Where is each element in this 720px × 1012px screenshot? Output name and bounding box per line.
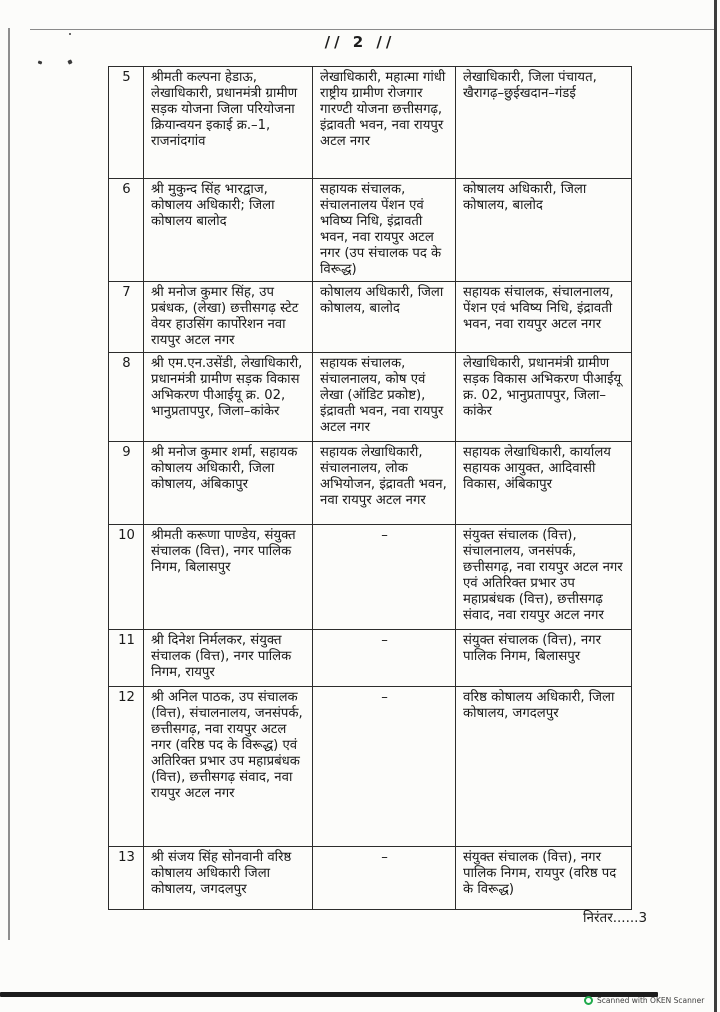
serial-number-cell: 6 xyxy=(109,179,144,282)
current-posting-cell: सहायक लेखाधिकारी, संचालनालय, लोक अभियोजन, इंद्रावती भवन, नवा रायपुर अटल नगर xyxy=(313,442,456,525)
page-number-header: // 2 // xyxy=(324,33,396,51)
new-posting-cell: वरिष्ठ कोषालय अधिकारी, जिला कोषालय, जगदलपुर xyxy=(456,687,632,847)
new-posting-cell: सहायक लेखाधिकारी, कार्यालय सहायक आयुक्त, आदिवासी विकास, अंबिकापुर xyxy=(456,442,632,525)
serial-number-cell: 12 xyxy=(109,687,144,847)
officer-name-cell: श्रीमती कल्पना हेडाऊ, लेखाधिकारी, प्रधानमंत्री ग्रामीण सड़क योजना जिला परियोजना क्रियान्वयन इकाई क्र.–1, राजनांदगांव xyxy=(144,67,313,179)
officer-name-cell: श्री एम.एन.उसेंडी, लेखाधिकारी, प्रधानमंत्री ग्रामीण सड़क विकास अभिकरण पीआईयू क्र. 02, भानुप्रतापपुर, जिला–कांकेर xyxy=(144,353,313,442)
table-row xyxy=(109,630,632,687)
current-posting-cell: कोषालय अधिकारी, जिला कोषालय, बालोद xyxy=(313,282,456,353)
scan-artifact-top-line xyxy=(30,29,716,30)
table-row xyxy=(109,687,632,847)
current-posting-cell: सहायक संचालक, संचालनालय, कोष एवं लेखा (ऑडिट प्रकोष्ट), इंद्रावती भवन, नवा रायपुर अटल नगर xyxy=(313,353,456,442)
new-posting-cell: सहायक संचालक, संचालनालय, पेंशन एवं भविष्य निधि, इंद्रावती भवन, नवा रायपुर अटल नगर xyxy=(456,282,632,353)
officer-name-cell: श्री मुकुन्द सिंह भारद्वाज, कोषालय अधिकारी; जिला कोषालय बालोद xyxy=(144,179,313,282)
current-posting-cell: – xyxy=(313,525,456,630)
new-posting-cell: संयुक्त संचालक (वित्त), नगर पालिक निगम, रायपुर (वरिष्ठ पद के विरूद्ध) xyxy=(456,847,632,910)
current-posting-cell: – xyxy=(313,687,456,847)
continuation-note: निरंतर......3 xyxy=(583,910,648,926)
scan-artifact-left-line xyxy=(8,28,10,940)
current-posting-cell: – xyxy=(313,847,456,910)
new-posting-cell: संयुक्त संचालक (वित्त), संचालनालय, जनसंपर्क, छत्तीसगढ़, नवा रायपुर अटल नगर एवं अतिरिक्त प्रभार उप महाप्रबंधक (वित्त), छत्तीसगढ़ संवाद, नवा रायपुर अटल नगर xyxy=(456,525,632,630)
table-row xyxy=(109,442,632,525)
officer-name-cell: श्री दिनेश निर्मलकर, संयुक्त संचालक (वित्त), नगर पालिक निगम, रायपुर xyxy=(144,630,313,687)
table-row xyxy=(109,179,632,282)
scanner-watermark-label: Scanned with OKEN Scanner xyxy=(597,996,705,1005)
oken-scanner-icon xyxy=(584,996,593,1005)
officer-name-cell: श्री अनिल पाठक, उप संचालक (वित्त), संचालनालय, जनसंपर्क, छत्तीसगढ़, नवा रायपुर अटल नगर (वरिष्ठ पद के विरूद्ध) एवं अतिरिक्त प्रभार उप महाप्रबंधक (वित्त), छत्तीसगढ़ संवाद, नवा रायपुर अटल नगर xyxy=(144,687,313,847)
table-row xyxy=(109,282,632,353)
new-posting-cell: लेखाधिकारी, जिला पंचायत, खैरागढ़–छुईखदान–गंडई xyxy=(456,67,632,179)
transfer-order-table xyxy=(108,66,632,910)
scan-speck xyxy=(67,59,72,64)
scan-artifact-right-line xyxy=(714,0,717,1012)
scan-speck xyxy=(38,60,43,64)
new-posting-cell: कोषालय अधिकारी, जिला कोषालय, बालोद xyxy=(456,179,632,282)
serial-number-cell: 8 xyxy=(109,353,144,442)
new-posting-cell: लेखाधिकारी, प्रधानमंत्री ग्रामीण सड़क विकास अभिकरण पीआईयू क्र. 02, भानुप्रतापपुर, जिला–कांकेर xyxy=(456,353,632,442)
new-posting-cell: संयुक्त संचालक (वित्त), नगर पालिक निगम, बिलासपुर xyxy=(456,630,632,687)
serial-number-cell: 11 xyxy=(109,630,144,687)
serial-number-cell: 9 xyxy=(109,442,144,525)
table-row xyxy=(109,353,632,442)
table-row xyxy=(109,67,632,179)
current-posting-cell: लेखाधिकारी, महात्मा गांधी राष्ट्रीय ग्रामीण रोजगार गारण्टी योजना छत्तीसगढ़, इंद्रावती भवन, नवा रायपुर अटल नगर xyxy=(313,67,456,179)
scan-artifact-bottom-band xyxy=(0,992,658,997)
scanner-watermark xyxy=(584,996,704,1005)
table-row xyxy=(109,525,632,630)
current-posting-cell: सहायक संचालक, संचालनालय पेंशन एवं भविष्य निधि, इंद्रावती भवन, नवा रायपुर अटल नगर (उप संचालक पद के विरूद्ध) xyxy=(313,179,456,282)
serial-number-cell: 10 xyxy=(109,525,144,630)
officer-name-cell: श्री संजय सिंह सोनवानी वरिष्ठ कोषालय अधिकारी जिला कोषालय, जगदलपुर xyxy=(144,847,313,910)
officer-name-cell: श्री मनोज कुमार शर्मा, सहायक कोषालय अधिकारी, जिला कोषालय, अंबिकापुर xyxy=(144,442,313,525)
serial-number-cell: 7 xyxy=(109,282,144,353)
officer-name-cell: श्री मनोज कुमार सिंह, उप प्रबंधक, (लेखा) छत्तीसगढ़ स्टेट वेयर हाउसिंग कार्पोरेशन नवा रायपुर अटल नगर xyxy=(144,282,313,353)
serial-number-cell: 5 xyxy=(109,67,144,179)
serial-number-cell: 13 xyxy=(109,847,144,910)
current-posting-cell: – xyxy=(313,630,456,687)
table-row xyxy=(109,847,632,910)
officer-name-cell: श्रीमती करूणा पाण्डेय, संयुक्त संचालक (वित्त), नगर पालिक निगम, बिलासपुर xyxy=(144,525,313,630)
